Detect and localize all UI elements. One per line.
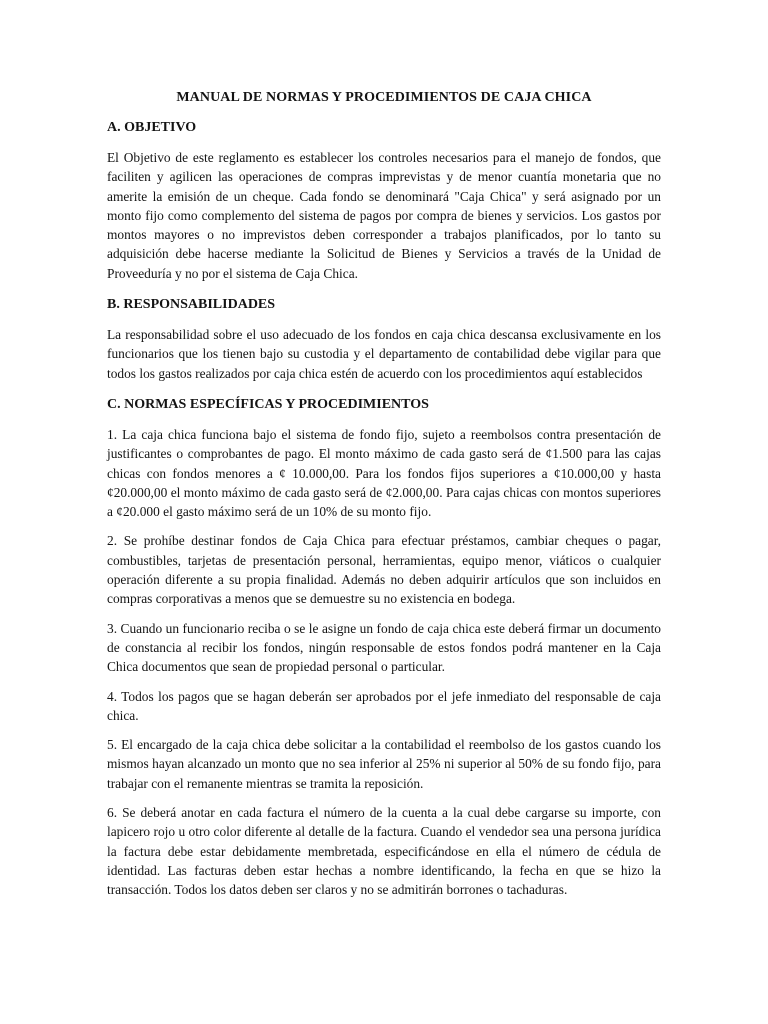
- paragraph-norma-5: 5. El encargado de la caja chica debe solicitar a la contabilidad el reembolso de los gastos cuando los mismos hayan alcanzado un monto que no sea inferior al 25% ni superior al 50% de su fondo fijo, para trabajar con el remanente mientras se tramita la reposición.: [107, 737, 661, 791]
- paragraph-norma-3: 3. Cuando un funcionario reciba o se le asigne un fondo de caja chica este deberá firmar un documento de constancia al recibir los fondos, ningún responsable de estos fondos podrá mantener en la Caja Chica documentos que sean de propiedad personal o particular.: [107, 620, 661, 675]
- section-heading-objetivo: A. OBJETIVO: [107, 120, 197, 135]
- section-heading-normas: C. NORMAS ESPECÍFICAS Y PROCEDIMIENTOS: [107, 396, 429, 412]
- paragraph-norma-2: 2. Se prohíbe destinar fondos de Caja Chica para efectuar préstamos, cambiar cheques o pagar, combustibles, tarjetas de presentación personal, herramientas, equipo menor, viáticos o cualquier operación diferente a su propia finalidad. Además no deben adquirir artículos que son incluidos en compras corporativas a menos que se demuestre su no existencia en bodega.: [107, 533, 661, 607]
- document-title: MANUAL DE NORMAS Y PROCEDIMIENTOS DE CAJA CHICA: [176, 90, 592, 105]
- paragraph-objetivo: El Objetivo de este reglamento es establecer los controles necesarios para el manejo de fondos, que faciliten y agilicen las operaciones de compras imprevistas y de menor cuantía monetaria que no amerite la emisión de un cheque. Cada fondo se denominará "Caja Chica" y será asignado por un monto fijo como complemento del sistema de pagos por compra de bienes y servicios. Los gastos por montos mayores o no imprevistos deben corresponder a trabajos planificados, por lo tanto su adquisición debe hacerse mediante la Solicitud de Bienes y Servicios a través de la Unidad de Proveeduría y no por el sistema de Caja Chica.: [107, 150, 661, 281]
- paragraph-norma-1: 1. La caja chica funciona bajo el sistema de fondo fijo, sujeto a reembolsos contra presentación de justificantes o comprobantes de pago. El monto máximo de cada gasto será de ¢1.500 para las cajas chicas con fondos menores a ¢ 10.000,00. Para los fondos fijos superiores a ¢10.000,00 y hasta ¢20.000,00 el monto máximo de cada gasto será de ¢2.000,00. Para cajas chicas con montos superiores a ¢20.000 el gasto máximo será de un 10% de su monto fijo.: [107, 426, 661, 520]
- document-body: [107, 90, 661, 910]
- paragraph-responsabilidades: La responsabilidad sobre el uso adecuado de los fondos en caja chica descansa exclusivamente en los funcionarios que los tienen bajo su custodia y el departamento de contabilidad debe vigilar para que todos los gastos realizados por caja chica estén de acuerdo con los procedimientos aquí establecidos: [107, 327, 661, 381]
- paragraph-norma-4: 4. Todos los pagos que se hagan deberán ser aprobados por el jefe inmediato del responsable de caja chica.: [107, 688, 661, 723]
- section-heading-responsabilidades: B. RESPONSABILIDADES: [107, 297, 276, 313]
- paragraph-norma-6: 6. Se deberá anotar en cada factura el número de la cuenta a la cual debe cargarse su importe, con lapicero rojo u otro color diferente al detalle de la factura. Cuando el vendedor sea una persona jurídica la factura debe estar debidamente membretada, especificándose en ella el número de cédula de identidad. Las facturas deben estar hechas a nombre identificando, la fecha en que se hizo la transacción. Todos los datos deben ser claros y no se admitirán borrones o tachaduras.: [107, 805, 661, 898]
